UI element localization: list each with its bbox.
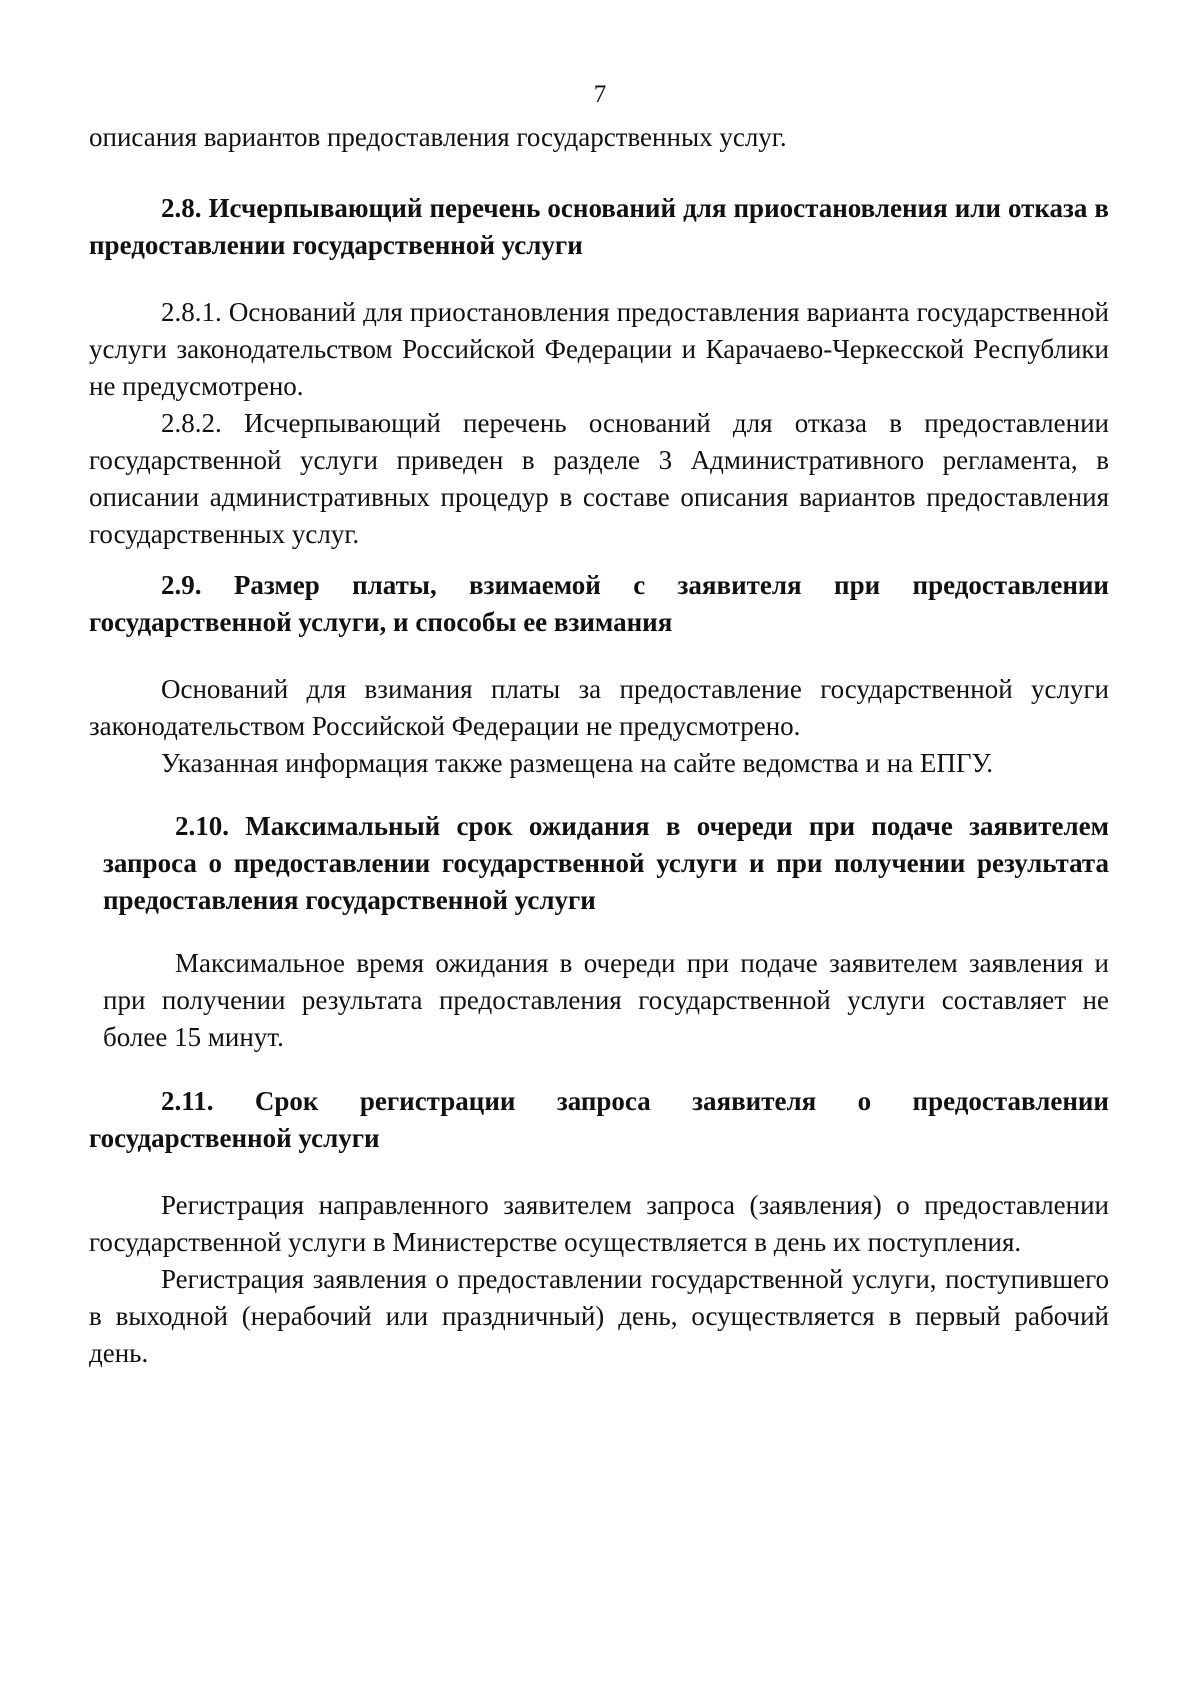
paragraph-2-11-1: Регистрация направленного заявителем запроса (заявления) о предоставлении государственной услуги в Министерстве осуществляется в день их поступления. xyxy=(89,1190,1109,1257)
paragraph-2-11-2: Регистрация заявления о предоставлении государственной услуги, поступившего в выходной (нерабочий или праздничный) день, осуществляется в первый рабочий день. xyxy=(89,1264,1109,1368)
intro-text: описания вариантов предоставления государственных услуг. xyxy=(89,122,787,152)
section-2-9-body xyxy=(89,671,1109,782)
section-2-11-body xyxy=(89,1187,1109,1372)
section-2-8-heading: 2.8. Исчерпывающий перечень оснований для приостановления или отказа в предоставлении государственной услуги xyxy=(89,193,1109,260)
paragraph-2-8-2: 2.8.2. Исчерпывающий перечень оснований для отказа в предоставлении государственной услуги приведен в разделе 3 Административного регламента, в описании административных процедур в составе описания вариантов предоставления государственных услуг. xyxy=(89,408,1109,549)
section-2-9-heading: 2.9. Размер платы, взимаемой с заявителя при предоставлении государственной услуги, и способы ее взимания xyxy=(89,570,1109,637)
section-2-11 xyxy=(89,1083,1109,1157)
section-2-10 xyxy=(103,808,1109,919)
section-2-8 xyxy=(89,190,1109,264)
section-2-8-body xyxy=(89,294,1109,553)
section-2-10-heading: 2.10. Максимальный срок ожидания в очереди при подаче заявителем запроса о предоставлении государственной услуги и при получении результата предоставления государственной услуги xyxy=(103,811,1109,915)
paragraph-2-8-1: 2.8.1. Оснований для приостановления предоставления варианта государственной услуги законодательством Российской Федерации и Карачаево-Черкесской Республики не предусмотрено. xyxy=(89,297,1109,401)
intro-paragraph xyxy=(89,119,1109,156)
section-2-10-body xyxy=(103,945,1109,1056)
paragraph-2-9-1: Оснований для взимания платы за предоставление государственной услуги законодательством Российской Федерации не предусмотрено. xyxy=(89,674,1109,741)
section-2-9 xyxy=(89,567,1109,641)
section-2-11-heading: 2.11. Срок регистрации запроса заявителя о предоставлении государственной услуги xyxy=(89,1086,1109,1153)
paragraph-2-9-2: Указанная информация также размещена на сайте ведомства и на ЕПГУ. xyxy=(161,748,993,778)
page-number: 7 xyxy=(593,81,607,108)
paragraph-2-10-1: Максимальное время ожидания в очереди при подаче заявителем заявления и при получении результата предоставления государственной услуги составляет не более 15 минут. xyxy=(103,948,1109,1052)
